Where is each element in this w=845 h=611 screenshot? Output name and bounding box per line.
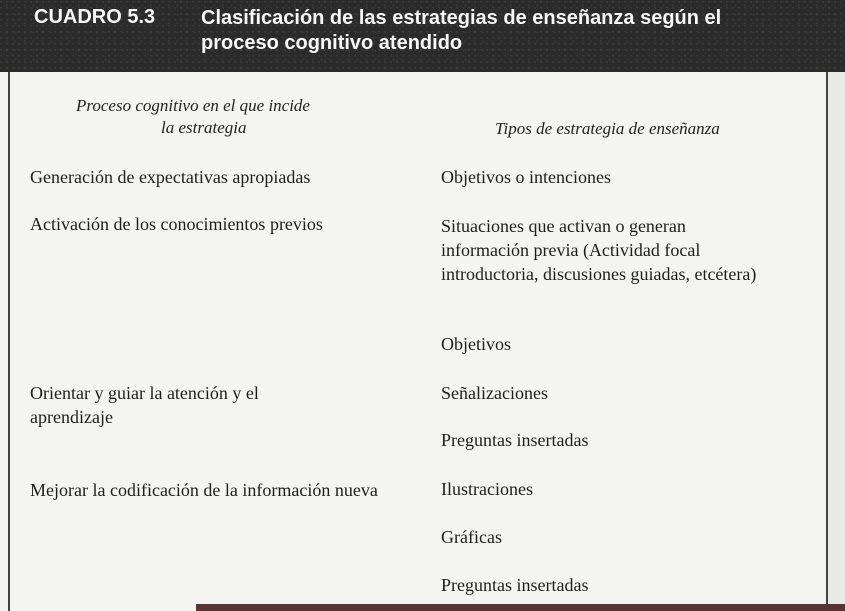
process-cell: Activación de los conocimientos previos <box>30 214 323 234</box>
table-title: Clasificación de las estrategias de enseñanza según el proceso cognitivo atendido <box>201 7 722 54</box>
page-margin <box>828 72 845 611</box>
process-cell: Mejorar la codificación de la información nueva <box>30 480 378 500</box>
table-header-banner <box>0 0 845 72</box>
column-header-process <box>76 95 376 139</box>
process-cell: Generación de expectativas apropiadas <box>30 167 311 187</box>
strategy-cell: Gráficas <box>441 527 502 547</box>
strategy-cell: Preguntas insertadas <box>441 430 589 450</box>
table-left-border <box>8 72 10 611</box>
column-header-process-line2: la estrategia <box>161 118 247 137</box>
strategy-cell: Preguntas insertadas <box>441 575 589 595</box>
strategy-cell: Objetivos o intenciones <box>441 167 611 187</box>
strategy-cell: Objetivos <box>441 334 511 354</box>
column-header-process-line1: Proceso cognitivo en el que incide <box>76 96 310 115</box>
page-bottom-edge <box>196 604 845 611</box>
strategy-cell: Situaciones que activan o generan información previa (Actividad focal introductoria, discusiones guiadas, etcétera) <box>441 216 757 284</box>
strategy-cell: Señalizaciones <box>441 383 548 403</box>
column-header-strategy: Tipos de estrategia de enseñanza <box>495 119 720 138</box>
table-number: CUADRO 5.3 <box>34 6 156 28</box>
process-cell: Orientar y guiar la atención y el aprendizaje <box>30 383 259 427</box>
strategy-cell: Ilustraciones <box>441 479 533 499</box>
